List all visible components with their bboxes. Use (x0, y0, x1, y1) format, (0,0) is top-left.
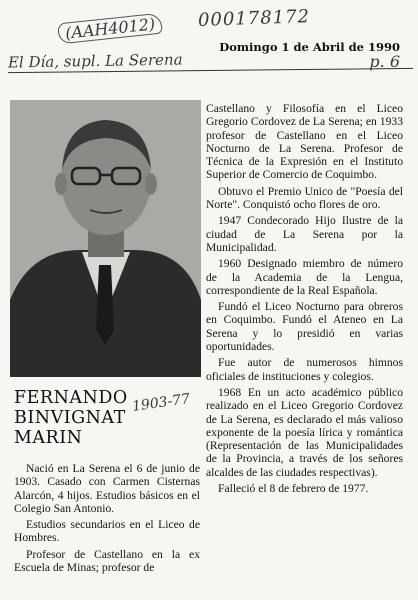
portrait-illustration (10, 100, 201, 377)
article-column-right (206, 102, 403, 498)
handwritten-page: p. 6 (369, 52, 400, 71)
paragraph: Nació en La Serena el 6 de junio de 1903. Casado con Carmen Cisternas Alarcón, 4 hijos. Estudios básicos en el Colegio San Antonio. (14, 462, 200, 515)
paragraph: Profesor de Castellano en la ex Escuela de Minas; profesor de (14, 547, 200, 575)
paragraph: Obtuvo el Premio Unico de "Poesía del Norte". Conquistó ocho flores de oro. (206, 184, 403, 212)
handwritten-record-number: 000178172 (197, 6, 311, 31)
portrait-photo (10, 100, 201, 377)
handwritten-ref-code: (AAH4012) (57, 13, 163, 45)
paragraph: Fundó el Liceo Nocturno para obreros en Coquimbo. Fundó el Ateneo en La Serena y lo presidió en varias oportunidades. (206, 300, 403, 354)
source-line (8, 52, 410, 78)
paragraph: Falleció el 8 de febrero de 1977. (218, 482, 369, 496)
paragraph: 1947 Condecorado Hijo Ilustre de la ciudad de La Serena por la Municipalidad. (206, 214, 403, 254)
paragraph: 1968 En un acto académico público realizado en el Liceo Gregorio Cordovez de La Serena, es declarado el más valioso exponente de la poesía lírica y romántica (Representación de las Municipalidades de la Provincia, a través de los señores alcaldes de las ciudades respectivas). (206, 385, 403, 479)
paragraph: 1960 Designado miembro de número de la Academia de la Lengua, correspondiente de la Real Española. (206, 257, 403, 297)
person-name (14, 388, 139, 448)
dateline: Domingo 1 de Abril de 1990 (219, 40, 400, 54)
name-line-3: MARIN (14, 428, 83, 448)
name-line-2: BINVIGNAT (14, 408, 126, 428)
paragraph: Estudios secundarios en el Liceo de Hombres. (14, 518, 200, 545)
name-line-1: FERNANDO (14, 388, 128, 408)
handwritten-source: El Día, supl. La Serena (7, 50, 183, 72)
paragraph: Castellano y Filosofía en el Liceo Gregorio Cordovez de La Serena; en 1933 profesor de Castellano en el Liceo Nocturno de La Serena. Profesor de Técnica de la Expresión en el Instituto Superior de Comercio de Coquimbo. (206, 102, 403, 182)
handwritten-dates: 1903-77 (131, 391, 192, 415)
article-column-left (14, 462, 200, 577)
paragraph: Fue autor de numerosos himnos oficiales de instituciones y colegios. (206, 356, 403, 383)
